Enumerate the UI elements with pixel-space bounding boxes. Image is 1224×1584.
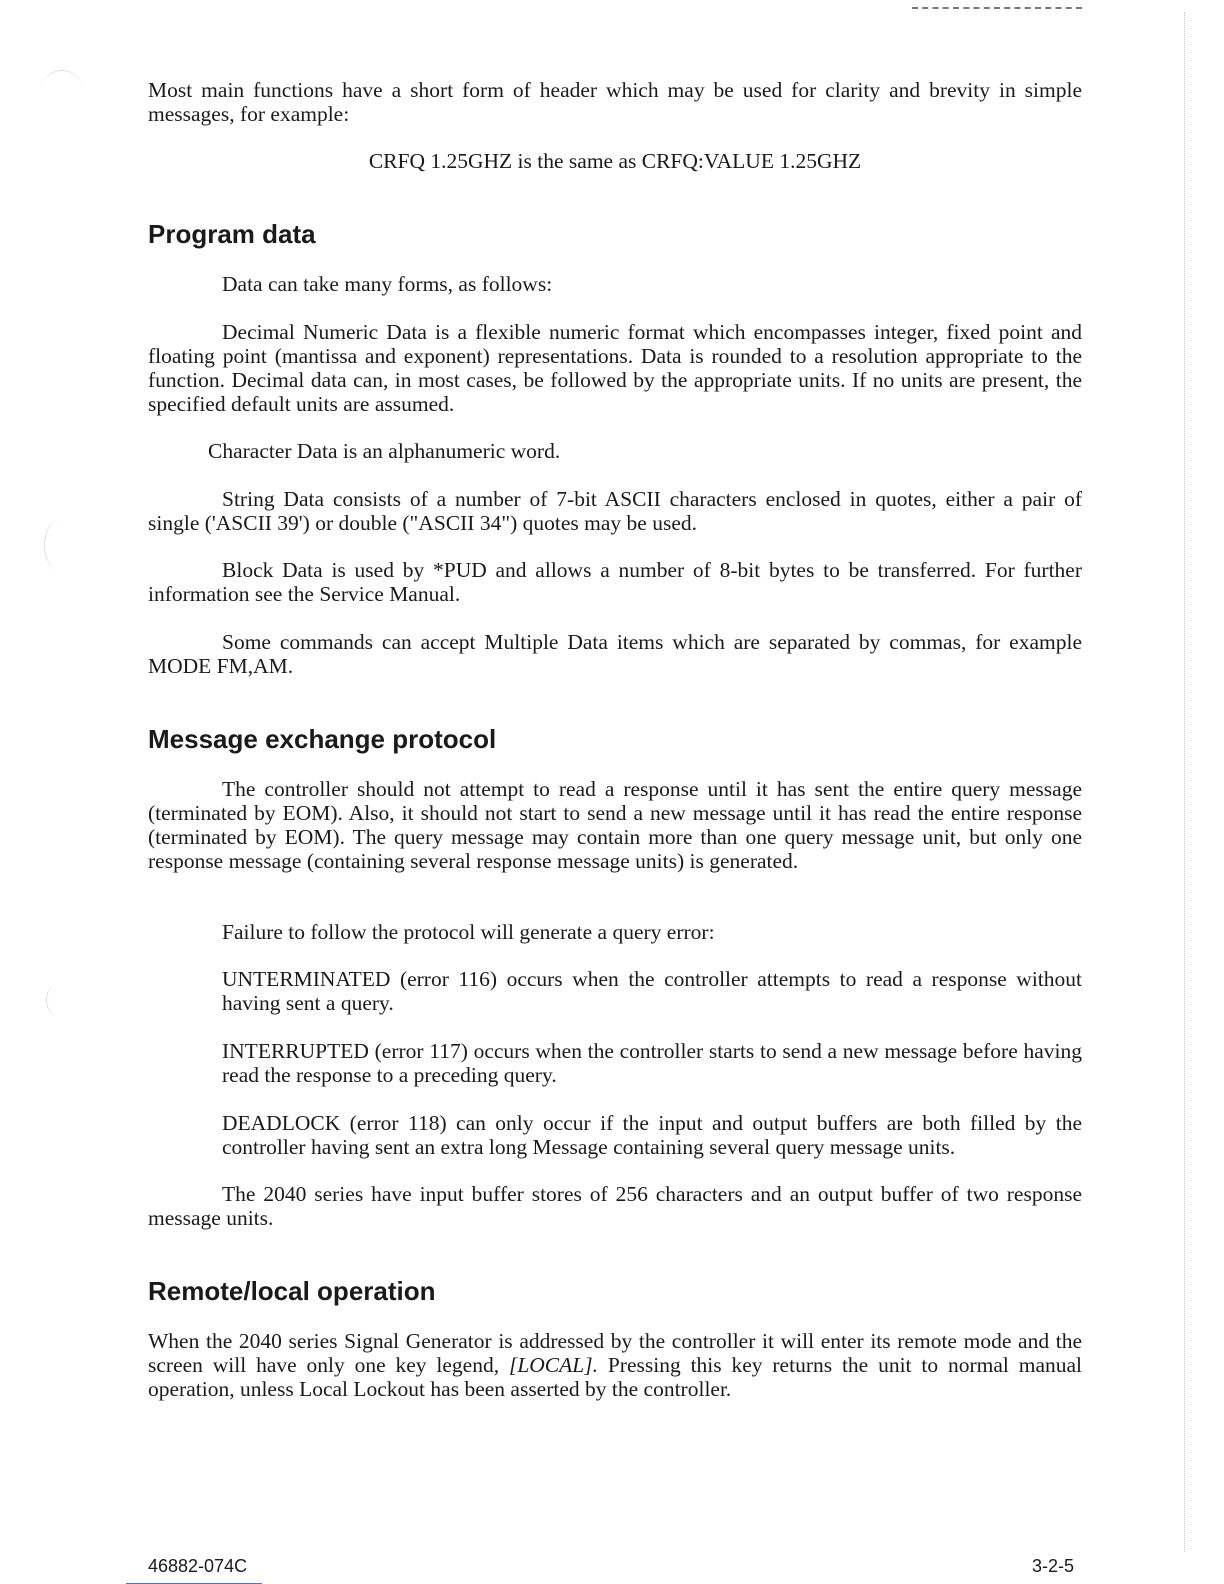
message-exchange-paragraph: The controller should not attempt to read a response until it has sent the entire query message (terminated by EOM). Also, it should not start to send a new message until it has read the entire response (terminated by EOM). The query message may contain more than one query message unit, but only one response message (containing several response message units) is generated. [148,777,1082,873]
example-line: CRFQ 1.25GHZ is the same as CRFQ:VALUE 1.25GHZ [368,149,862,173]
intro-paragraph: Most main functions have a short form of header which may be used for clarity and brevity in simple messages, for example: [148,78,1082,126]
section-heading-remote-local: Remote/local operation [148,1276,436,1306]
program-data-paragraph: Some commands can accept Multiple Data items which are separated by commas, for example MODE FM,AM. [148,630,1082,678]
scan-artifact [46,985,67,1015]
footer-doc-number: 46882-074C [148,1556,248,1576]
program-data-paragraph: Data can take many forms, as follows: [222,272,553,296]
remote-local-text: When the 2040 series Signal Generator is addressed by the controller it will enter its remote mode and the screen will have only one key legend, [148,1329,1082,1377]
scan-artifact [44,520,75,570]
section-heading-program-data: Program data [148,219,316,249]
program-data-paragraph: String Data consists of a number of 7-bit ASCII characters enclosed in quotes, either a pair of single ('ASCII 39') or double ("ASCII 34") quotes may be used. [148,487,1082,535]
footer-page-number: 3-2-5 [1032,1556,1075,1576]
local-key-legend: [LOCAL]. [508,1353,598,1377]
message-exchange-paragraph: Failure to follow the protocol will generate a query error: [222,920,715,944]
error-description: UNTERMINATED (error 116) occurs when the controller attempts to read a response without having sent a query. [222,967,1082,1015]
program-data-paragraph: Character Data is an alphanumeric word. [208,439,561,463]
scan-artifact [40,70,84,115]
program-data-paragraph: Block Data is used by *PUD and allows a number of 8-bit bytes to be transferred. For further information see the Service Manual. [148,558,1082,606]
remote-local-text: Pressing this key returns the unit to normal manual operation, unless Local Lockout has been asserted by the controller. [148,1353,1083,1401]
remote-local-paragraph [148,1329,1082,1401]
section-heading-message-exchange: Message exchange protocol [148,724,497,754]
error-description: DEADLOCK (error 118) can only occur if the input and output buffers are both filled by the controller having sent an extra long Message containing several query message units. [222,1111,1082,1159]
scan-right-edge [1184,12,1185,1552]
scan-top-mark [912,7,1082,11]
program-data-paragraph: Decimal Numeric Data is a flexible numeric format which encompasses integer, fixed point and floating point (mantissa and exponent) representations. Data is rounded to a resolution appropriate to the function. Decimal data can, in most cases, be followed by the appropriate units. If no units are present, the specified default units are assumed. [148,320,1082,416]
error-description: INTERRUPTED (error 117) occurs when the controller starts to send a new message before having read the response to a preceding query. [222,1039,1082,1087]
message-exchange-paragraph: The 2040 series have input buffer stores of 256 characters and an output buffer of two response message units. [148,1182,1082,1230]
